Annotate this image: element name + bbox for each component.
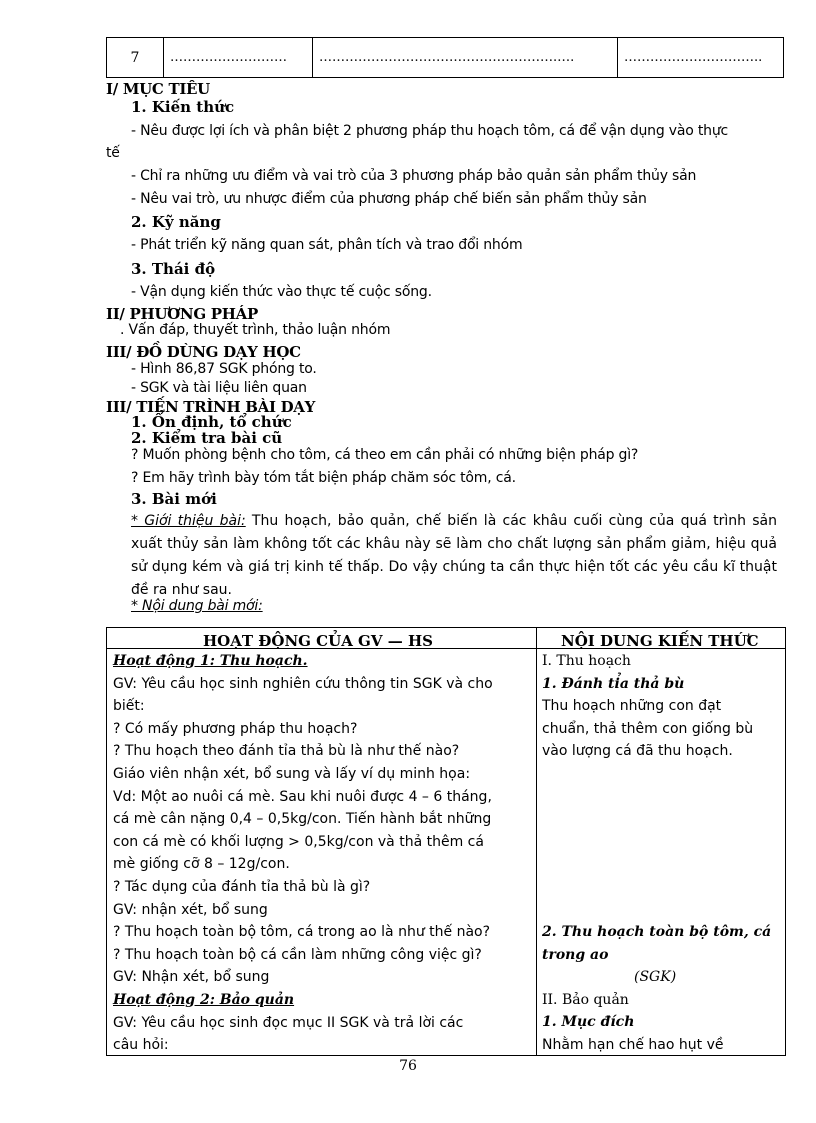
table-line: ? Có mấy phương pháp thu hoạch?	[113, 720, 358, 737]
content-subheading: 1. Mục đích	[542, 1014, 635, 1031]
table-line: GV: nhận xét, bổ sung	[113, 901, 268, 918]
text-line: . Vấn đáp, thuyết trình, thảo luận nhóm	[120, 322, 391, 338]
table-line: biết:	[113, 698, 145, 715]
content-heading: I. Thu hoạch	[542, 653, 631, 669]
intro-label: * Giới thiệu bài:	[131, 513, 246, 529]
activity-heading: Hoạt động 2: Bảo quản	[113, 991, 295, 1008]
lesson-table	[106, 627, 786, 1056]
table-line: chuẩn, thả thêm con giống bù	[542, 720, 754, 737]
intro-text: Thu hoạch, bảo quản, chế biến là các khâu cuối cùng của quá trình sản xuất thủy sản làm không tốt các khâu này sẽ làm cho chất lượng sản phẩm giảm, hiệu quả sử dụng kém và giá trị kinh tế thấp. Do vậy chúng ta cần thực hiện tốt các yêu cầu kĩ thuật đề ra như sau.	[131, 513, 777, 598]
text-line: - Nêu được lợi ích và phân biệt 2 phương pháp thu hoạch tôm, cá để vận dụng vào thực	[131, 123, 728, 139]
text-line: - Nêu vai trò, ưu nhược điểm của phương pháp chế biến sản phẩm thủy sản	[131, 191, 647, 207]
intro-paragraph	[131, 510, 777, 602]
table-line: GV: Nhận xét, bổ sung	[113, 969, 270, 986]
table-line: Vd: Một ao nuôi cá mè. Sau khi nuôi được 4 – 6 tháng,	[113, 788, 492, 805]
heading-muc-tieu: I/ MỤC TIÊU	[106, 80, 210, 98]
heading-do-dung: III/ ĐỒ DÙNG DẠY HỌC	[106, 343, 301, 361]
content-column	[542, 650, 778, 1057]
subheading-thai-do: 3. Thái độ	[131, 260, 216, 278]
table-header-left: HOẠT ĐỘNG CỦA GV — HS	[203, 632, 433, 650]
table-line: ? Thu hoạch toàn bộ cá cần làm những công việc gì?	[113, 946, 482, 963]
table-line: ? Tác dụng của đánh tỉa thả bù là gì?	[113, 878, 371, 895]
table-line: Nhằm hạn chế hao hụt về	[542, 1036, 724, 1053]
text-line: - Vận dụng kiến thức vào thực tế cuộc sống.	[131, 284, 432, 300]
table-line: Giáo viên nhận xét, bổ sung và lấy ví dụ minh họa:	[113, 765, 471, 782]
table-line: GV: Yêu cầu học sinh nghiên cứu thông tin SGK và cho	[113, 675, 493, 692]
table-header-right: NỘI DUNG KIẾN THỨC	[561, 632, 759, 650]
text-line: tế	[106, 145, 120, 161]
content-subheading: trong ao	[542, 946, 609, 963]
table-line: vào lượng cá đã thu hoạch.	[542, 743, 733, 760]
text-line: - Hình 86,87 SGK phóng to.	[131, 361, 317, 377]
top-table	[106, 37, 784, 78]
activity-heading: Hoạt động 1: Thu hoạch.	[113, 653, 308, 669]
text-line: - SGK và tài liệu liên quan	[131, 380, 307, 396]
table-line: ? Thu hoạch theo đánh tỉa thả bù là như thế nào?	[113, 743, 460, 760]
table-line: câu hỏi:	[113, 1037, 169, 1054]
subheading-on-dinh: 1. Ổn định, tổ chức	[131, 413, 292, 431]
content-label: * Nội dung bài mới:	[131, 598, 263, 614]
text-line: - Chỉ ra những ưu điểm và vai trò của 3 phương pháp bảo quản sản phẩm thủy sản	[131, 168, 697, 184]
activity-column	[113, 650, 531, 1057]
page-number: 76	[399, 1058, 417, 1074]
subheading-bai-moi: 3. Bài mới	[131, 490, 217, 508]
table-line: mè giống cỡ 8 – 12g/con.	[113, 856, 290, 873]
content-subheading: 2. Thu hoạch toàn bộ tôm, cá	[542, 923, 772, 940]
heading-phuong-phap: II/ PHƯƠNG PHÁP	[106, 305, 258, 323]
text-line: - Phát triển kỹ năng quan sát, phân tích và trao đổi nhóm	[131, 237, 523, 253]
table-line: (SGK)	[634, 969, 677, 986]
top-table-cell: ………………………	[164, 38, 313, 78]
content-subheading: 1. Đánh tỉa thả bù	[542, 675, 685, 692]
top-table-num: 7	[107, 38, 164, 78]
table-line: cá mè cân nặng 0,4 – 0,5kg/con. Tiến hành bắt những	[113, 811, 492, 828]
subheading-kien-thuc: 1. Kiến thức	[131, 98, 235, 116]
subheading-ky-nang: 2. Kỹ năng	[131, 213, 221, 231]
heading-tien-trinh: III/ TIẾN TRÌNH BÀI DẠY	[106, 398, 316, 416]
top-table-cell: …………………………..	[618, 38, 784, 78]
text-line: ? Em hãy trình bày tóm tắt biện pháp chăm sóc tôm, cá.	[131, 470, 516, 486]
table-line: ? Thu hoạch toàn bộ tôm, cá trong ao là như thế nào?	[113, 924, 491, 941]
text-line: ? Muốn phòng bệnh cho tôm, cá theo em cần phải có những biện pháp gì?	[131, 447, 639, 463]
top-table-cell: ……………………………………………….….	[313, 38, 618, 78]
table-line: GV: Yêu cầu học sinh đọc mục II SGK và trả lời các	[113, 1014, 464, 1031]
table-line: Thu hoạch những con đạt	[542, 698, 722, 715]
content-heading: II. Bảo quản	[542, 991, 629, 1008]
subheading-kiem-tra: 2. Kiểm tra bài cũ	[131, 429, 283, 447]
table-line: con cá mè có khối lượng > 0,5kg/con và thả thêm cá	[113, 833, 484, 850]
